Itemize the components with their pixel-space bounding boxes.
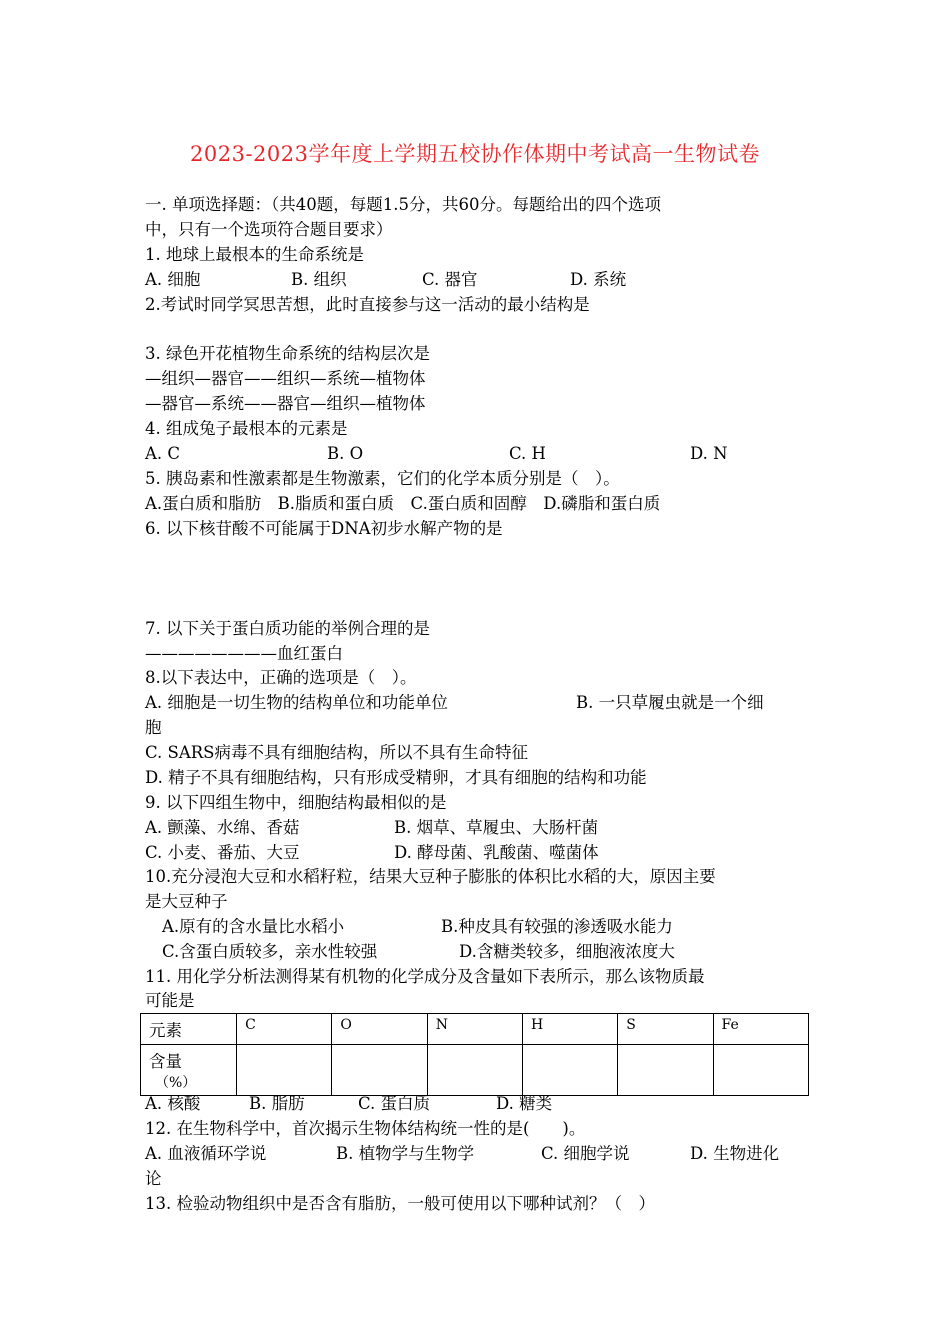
q11-stem-line1: 11. 用化学分析法测得某有机物的化学成分及含量如下表所示，那么该物质最 (145, 967, 705, 986)
q8-stem: 8.以下表达中，正确的选项是（ ）。 (145, 668, 417, 687)
q4-option-c: C. H (509, 444, 546, 463)
q1-option-b: B. 组织 (291, 270, 347, 289)
q4-option-a: A. C (145, 444, 181, 463)
q11-option-d: D. 糖类 (496, 1094, 553, 1113)
q8-option-a: A. 细胞是一切生物的结构单位和功能单位 (145, 693, 448, 712)
q4-option-b: B. O (327, 444, 364, 463)
q8-option-d: D. 精子不具有细胞结构，只有形成受精卵，才具有细胞的结构和功能 (145, 768, 647, 787)
q9-stem: 9. 以下四组生物中，细胞结构最相似的是 (145, 793, 447, 812)
q10-option-b: B.种皮具有较强的渗透吸水能力 (441, 917, 673, 936)
q1-option-a: A. 细胞 (145, 270, 201, 289)
q6-stem: 6. 以下核苷酸不可能属于DNA初步水解产物的是 (145, 519, 503, 538)
q11-option-a: A. 核酸 (145, 1094, 201, 1113)
q1-option-d: D. 系统 (570, 270, 627, 289)
q7-line1: ————————血红蛋白 (145, 644, 343, 663)
q12-option-c: C. 细胞学说 (541, 1144, 630, 1163)
exam-title: 2023-2023学年度上学期五校协作体期中考试高一生物试卷 (190, 142, 760, 166)
table-cell: C (237, 1014, 332, 1045)
q9-option-d: D. 酵母菌、乳酸菌、噬菌体 (394, 843, 599, 862)
table-header-row (141, 1014, 809, 1045)
q12-stem: 12. 在生物科学中，首次揭示生物体结构统一性的是( )。 (145, 1119, 586, 1138)
q4-option-d: D. N (690, 444, 728, 463)
table-cell: H (523, 1014, 618, 1045)
table-cell: Fe (713, 1014, 808, 1045)
q10-option-c: C.含蛋白质较多，亲水性较强 (162, 942, 378, 961)
q2-stem: 2.考试时同学冥思苦想，此时直接参与这一活动的最小结构是 (145, 295, 590, 314)
q3-stem: 3. 绿色开花植物生命系统的结构层次是 (145, 344, 430, 363)
section-instructions-line2: 中，只有一个选项符合题目要求） (145, 220, 393, 239)
table-cell (332, 1045, 427, 1096)
table-cell: 元素 (141, 1014, 237, 1045)
q3-line2: —器官—系统——器官—组织—植物体 (145, 394, 426, 413)
q1-option-c: C. 器官 (422, 270, 478, 289)
q8-option-b: B. 一只草履虫就是一个细 (576, 693, 764, 712)
q1-stem: 1. 地球上最根本的生命系统是 (145, 245, 364, 264)
table-cell (713, 1045, 808, 1096)
q10-stem-line2: 是大豆种子 (145, 892, 228, 911)
table-cell: N (427, 1014, 522, 1045)
q9-option-b: B. 烟草、草履虫、大肠杆菌 (394, 818, 599, 837)
q7-stem: 7. 以下关于蛋白质功能的举例合理的是 (145, 619, 430, 638)
q12-option-b: B. 植物学与生物学 (336, 1144, 475, 1163)
q5-stem: 5. 胰岛素和性激素都是生物激素，它们的化学本质分别是（ ）。 (145, 469, 620, 488)
q10-option-d: D.含糖类较多，细胞液浓度大 (459, 942, 675, 961)
q3-line1: —组织—器官——组织—系统—植物体 (145, 369, 426, 388)
q11-stem-line2: 可能是 (145, 991, 195, 1010)
q11-option-b: B. 脂肪 (249, 1094, 305, 1113)
element-content-table (140, 1013, 809, 1096)
q12-option-d: D. 生物进化 (690, 1144, 780, 1163)
table-cell (427, 1045, 522, 1096)
q12-option-a: A. 血液循环学说 (145, 1144, 267, 1163)
q9-option-c: C. 小麦、番茄、大豆 (145, 843, 300, 862)
section-instructions-line1: 一. 单项选择题：（共40题，每题1.5分，共60分。每题给出的四个选项 (145, 195, 661, 214)
q13-stem: 13. 检验动物组织中是否含有脂肪，一般可使用以下哪种试剂？（ ） (145, 1194, 655, 1213)
table-cell (618, 1045, 713, 1096)
table-cell (141, 1045, 237, 1096)
percent-label: （%） (155, 1075, 197, 1091)
q8-option-b-cont: 胞 (145, 718, 162, 737)
table-cell: O (332, 1014, 427, 1045)
content-label: 含量 (149, 1052, 182, 1071)
q12-option-d-cont: 论 (145, 1169, 162, 1188)
q4-stem: 4. 组成兔子最根本的元素是 (145, 419, 348, 438)
table-cell (523, 1045, 618, 1096)
table-cell: S (618, 1014, 713, 1045)
q11-option-c: C. 蛋白质 (358, 1094, 431, 1113)
q5-options: A.蛋白质和脂肪 B.脂质和蛋白质 C.蛋白质和固醇 D.磷脂和蛋白质 (145, 494, 661, 513)
table-cell (237, 1045, 332, 1096)
table-row (141, 1045, 809, 1096)
q10-stem-line1: 10.充分浸泡大豆和水稻籽粒，结果大豆种子膨胀的体积比水稻的大，原因主要 (145, 867, 716, 886)
q8-option-c: C. SARS病毒不具有细胞结构，所以不具有生命特征 (145, 743, 528, 762)
q10-option-a: A.原有的含水量比水稻小 (162, 917, 345, 936)
q9-option-a: A. 颤藻、水绵、香菇 (145, 818, 300, 837)
